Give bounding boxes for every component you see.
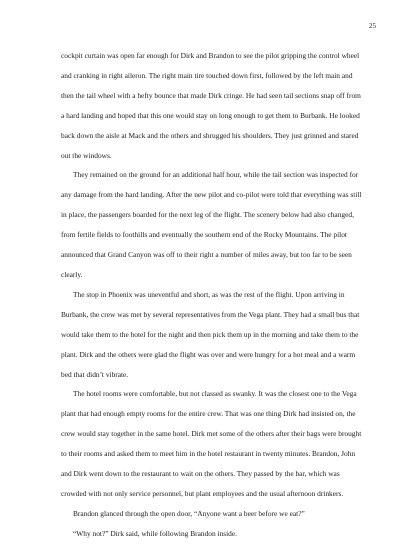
body-text xyxy=(61,46,365,544)
paragraph: cockpit curtain was open far enough for Dirk and Brandon to see the pilot gripping the control wheel and cranking in right aileron. The right main tire touched down first, followed by the left main and then the tail wheel with a hefty bounce that made Dirk cringe. He had seen tail sections snap off from a hard landing and hoped that this one would stay on long enough to get them to Burbank. He looked back down the aisle at Mack and the others and shrugged his shoulders. They just grinned and stared out the windows. xyxy=(61,51,361,160)
paragraph: “Why not?” Dirk said, while following Brandon inside. xyxy=(73,528,237,538)
paragraph: They remained on the ground for an additional half hour, while the tail section was inspected for any damage from the hard landing. After the new pilot and co-pilot were told that everything was still in place, the passengers boarded for the next leg of the flight. The scenery below had also changed, from fertile fields to foothills and eventually the southern end of the Rocky Mountains. The pilot announced that Grand Canyon was off to their right a number of miles away, but too far to be seen clearly. xyxy=(61,170,362,279)
paragraph: The stop in Phoenix was uneventful and short, as was the rest of the flight. Upon arriving in Burbank, the crew was met by several representatives from the Vega plant. They had a small bus that would take them to the hotel for the night and then pick them up in the morning and take them to the plant. Dirk and the others were glad the flight was over and were hungry for a hot meal and a warm bed that didn’t vibrate. xyxy=(61,289,360,379)
page-number: 25 xyxy=(369,22,376,30)
paragraph: Brandon glanced through the open door, “Anyone want a beer before we eat?” xyxy=(73,508,305,518)
paragraph: The hotel rooms were comfortable, but not classed as swanky. It was the closest one to the Vega plant that had enough empty rooms for the entire crew. That was one thing Dirk had insisted on, the crew would stay together in the same hotel. Dirk met some of the others after their bags were brought to their rooms and asked them to meet him in the hotel restaurant in twenty minutes. Brandon, John and Dirk went down to the restaurant to wait on the others. They passed by the bar, which was crowded with not only service personnel, but plant employees and the usual afternoon drinkers. xyxy=(61,389,362,498)
